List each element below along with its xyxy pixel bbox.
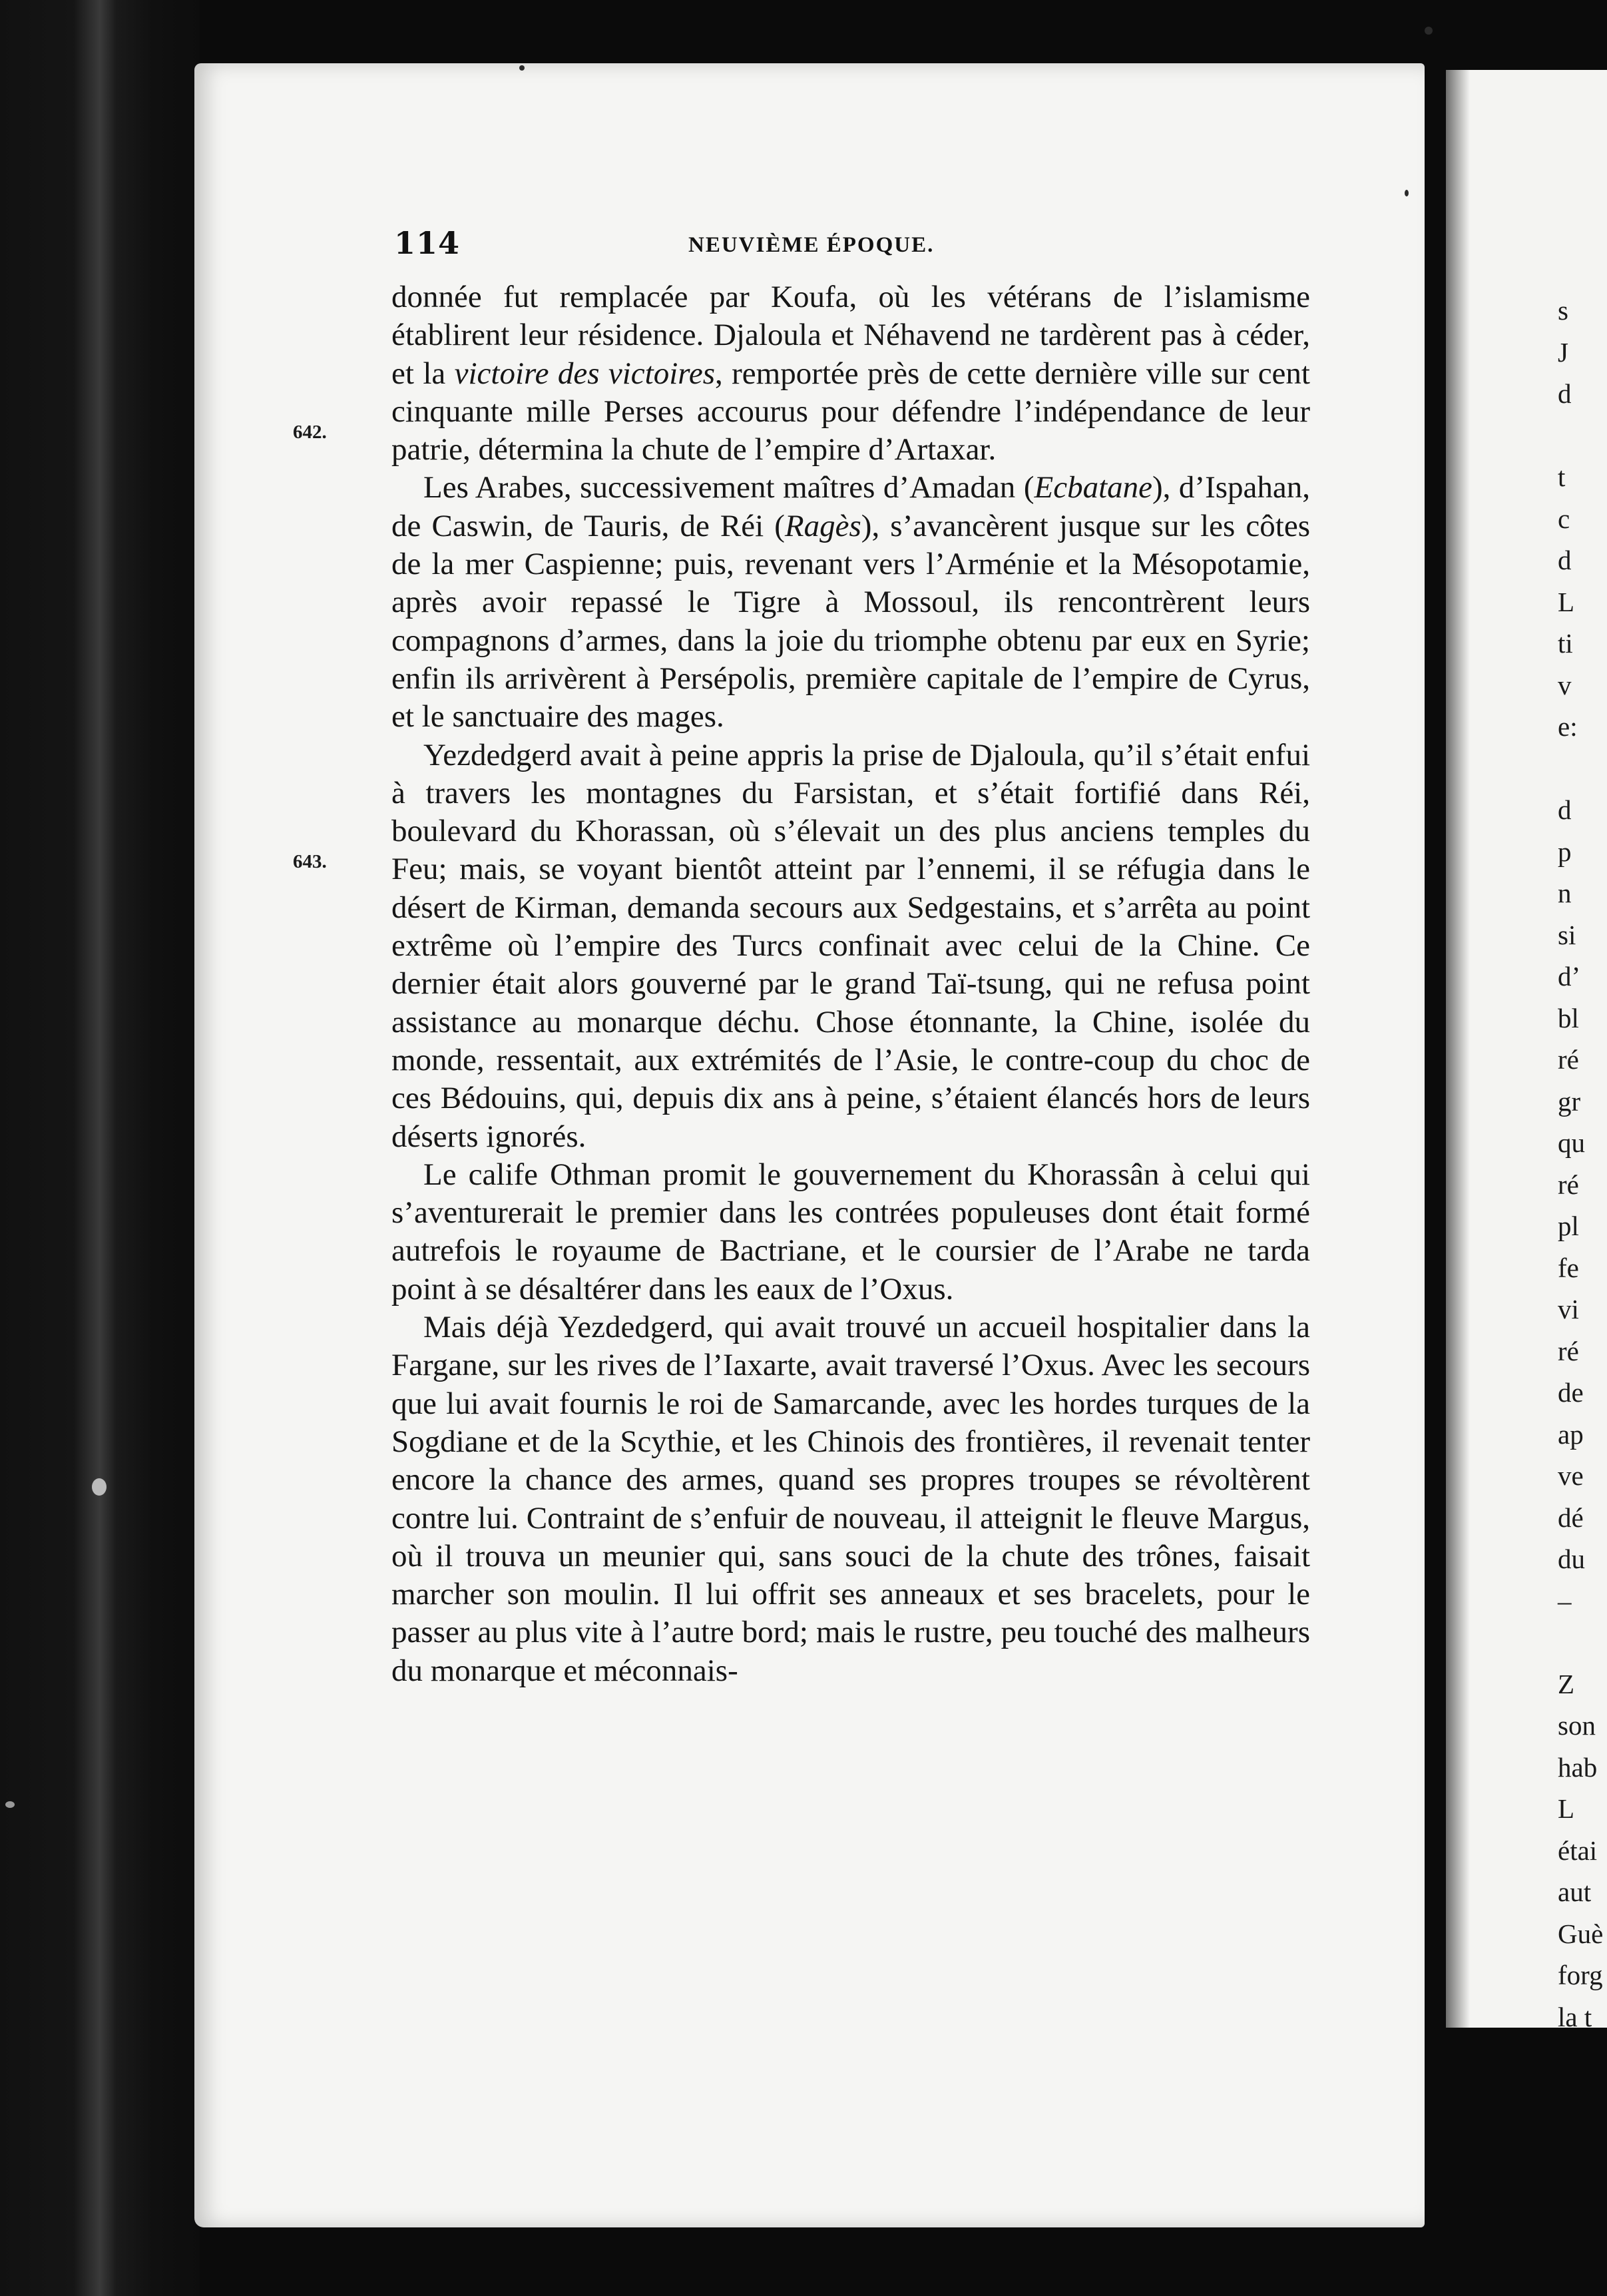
margin-year-643: 643. <box>293 851 327 872</box>
facing-page-fragment: hab <box>1558 1751 1598 1783</box>
paragraph-yezdedgerd: Yezdedgerd avait à peine appris la prise de Djaloula, qu’il s’était enfui à travers les montagnes du Farsistan, et s’était fortifié dans Réi, boulevard du Khorassan, où s’élevait un des plus anciens temples du Feu; mais, se voyant bientôt atteint par l’ennemi, il se réfugia dans le désert de Kirman, demanda secours aux Sedgestains, et s’arrêta au point extrême où l’empire des Turcs confinait avec celui de la Chine. Ce dernier était alors gouverné par le grand Taï-tsung, qui ne refusa point assistance au monarque déchu. Chose étonnante, la Chine, isolée du monde, ressentait, aux extrémités de l’Asie, le contre-coup du choc de ces Bédouins, qui, depuis dix ans à peine, s’étaient élancés hors de leurs déserts ignorés. <box>391 737 1310 1154</box>
running-title: NEUVIÈME ÉPOQUE. <box>688 233 935 257</box>
facing-page-fragment: son <box>1558 1710 1596 1741</box>
margin-year-642: 642. <box>293 422 327 443</box>
facing-page-fragment: si <box>1558 919 1576 950</box>
facing-page-fragment: J <box>1558 336 1568 368</box>
facing-page-fragment: fe <box>1558 1252 1579 1283</box>
facing-page-fragment: étai <box>1558 1835 1598 1866</box>
scan-speck <box>92 1478 107 1496</box>
facing-page-fragment: p <box>1558 836 1572 867</box>
facing-page-fragment: ré <box>1558 1169 1579 1200</box>
scan-speck <box>5 1801 15 1808</box>
page-header <box>394 225 1299 265</box>
page-number: 114 <box>394 225 461 261</box>
facing-page-fragment: ré <box>1558 1044 1579 1075</box>
facing-page-fragment: d <box>1558 378 1572 409</box>
italic-place-name: Ecbatane <box>1034 470 1152 505</box>
facing-page-fragment: s <box>1558 295 1568 326</box>
facing-page-fragment: L <box>1558 586 1575 617</box>
facing-page-edge <box>1446 70 1607 2028</box>
paragraph-othman: Le calife Othman promit le gouvernement du Khorassân à celui qui s’aventurerait le premier dans les contrées populeuses dont était formé autrefois le royaume de Bactriane, et le coursier de l’Arabe ne tarda point à se désaltérer dans les eaux de l’Oxus. <box>391 1157 1310 1306</box>
facing-page-fragment: c <box>1558 503 1570 534</box>
scan-speck <box>1425 27 1433 35</box>
paragraph-continuation: donnée fut remplacée par Koufa, où les vétérans de l’islamisme établirent leur résidence. Djaloula et Néhavend ne tardèrent pas à céder, et la victoire des victoires, remportée près de cette dernière ville sur cent cinquante mille Perses accourus pour défendre l’indépendance de leur patrie, détermina la chute de l’empire d’Artaxar. <box>391 280 1310 467</box>
facing-page-fragment: t <box>1558 461 1566 492</box>
facing-page-fragment: e: <box>1558 711 1578 742</box>
book-binding <box>0 0 200 2296</box>
facing-page-fragment: bl <box>1558 1002 1579 1033</box>
body-text <box>391 278 1310 1690</box>
facing-page-fragment: d’ <box>1558 961 1581 992</box>
facing-page-fragment: ré <box>1558 1335 1579 1366</box>
facing-page-fragment: – <box>1558 1585 1572 1616</box>
facing-page-fragment: d <box>1558 794 1572 825</box>
facing-page-fragment: forg <box>1558 1960 1603 1990</box>
paragraph-arabs: Les Arabes, successivement maîtres d’Amadan (Ecbatane), d’Ispahan, de Caswin, de Tauris, de Réi (Ragès), s’avancèrent jusque sur les côtes de la mer Caspienne; puis, revenant vers l’Arménie et la Mésopotamie, après avoir repassé le Tigre à Mossoul, ils rencontrèrent leurs compagnons d’armes, dans la joie du triomphe obtenu par eux en Syrie; enfin ils arrivèrent à Persépolis, première capitale de l’empire de Cyrus, et le sanctuaire des mages. <box>391 470 1310 734</box>
facing-page-fragment: ap <box>1558 1418 1584 1450</box>
facing-page-fragment <box>1558 1621 1607 1663</box>
facing-page-fragment: ve <box>1558 1460 1584 1491</box>
facing-page-text-fragments <box>1446 290 1607 2028</box>
facing-page-fragment: du <box>1558 1544 1585 1574</box>
facing-page-fragment: ti <box>1558 628 1573 659</box>
facing-page-fragment: pl <box>1558 1211 1579 1241</box>
italic-place-name: Ragès <box>784 508 861 543</box>
facing-page-fragment: aut <box>1558 1876 1592 1907</box>
facing-page-fragment: v <box>1558 669 1572 701</box>
facing-page-fragment: Z <box>1558 1668 1575 1699</box>
facing-page-fragment: gr <box>1558 1085 1581 1117</box>
facing-page-fragment: Guè <box>1558 1918 1604 1949</box>
facing-page-fragment <box>1558 415 1607 457</box>
facing-page-fragment: L <box>1558 1793 1575 1824</box>
facing-page-fragment: dé <box>1558 1502 1584 1533</box>
facing-page-fragment: qu <box>1558 1127 1585 1158</box>
facing-page-fragment: vi <box>1558 1294 1579 1324</box>
facing-page-fragment: n <box>1558 878 1572 908</box>
paragraph-margus: Mais déjà Yezdedgerd, qui avait trouvé un accueil hospitalier dans la Fargane, sur les rives de l’Iaxarte, avait traversé l’Oxus. Avec les secours que lui avait fournis le roi de Samarcande, avec les hordes turques de la Sogdiane et de la Scythie, et les Chinois des frontières, il revenait tenter encore la chance des armes, quand ses propres troupes se révoltèrent contre lui. Contraint de s’enfuir de nouveau, il atteignit le fleuve Margus, où il trouva un meunier qui, sans souci de la chute des trônes, faisait marcher son moulin. Il lui offrit ses anneaux et ses bracelets, pour le passer au plus vite à l’autre bord; mais le rustre, peu touché des malheurs du monarque et méconnais- <box>391 1310 1310 1688</box>
facing-page-fragment: la t <box>1558 2001 1592 2028</box>
scan-speck <box>519 65 525 71</box>
facing-page-fragment: de <box>1558 1377 1584 1408</box>
facing-page-fragment: d <box>1558 545 1572 575</box>
scan-speck <box>1405 190 1409 196</box>
facing-page-fragment <box>1558 748 1607 790</box>
italic-phrase: victoire des victoires <box>454 356 715 391</box>
